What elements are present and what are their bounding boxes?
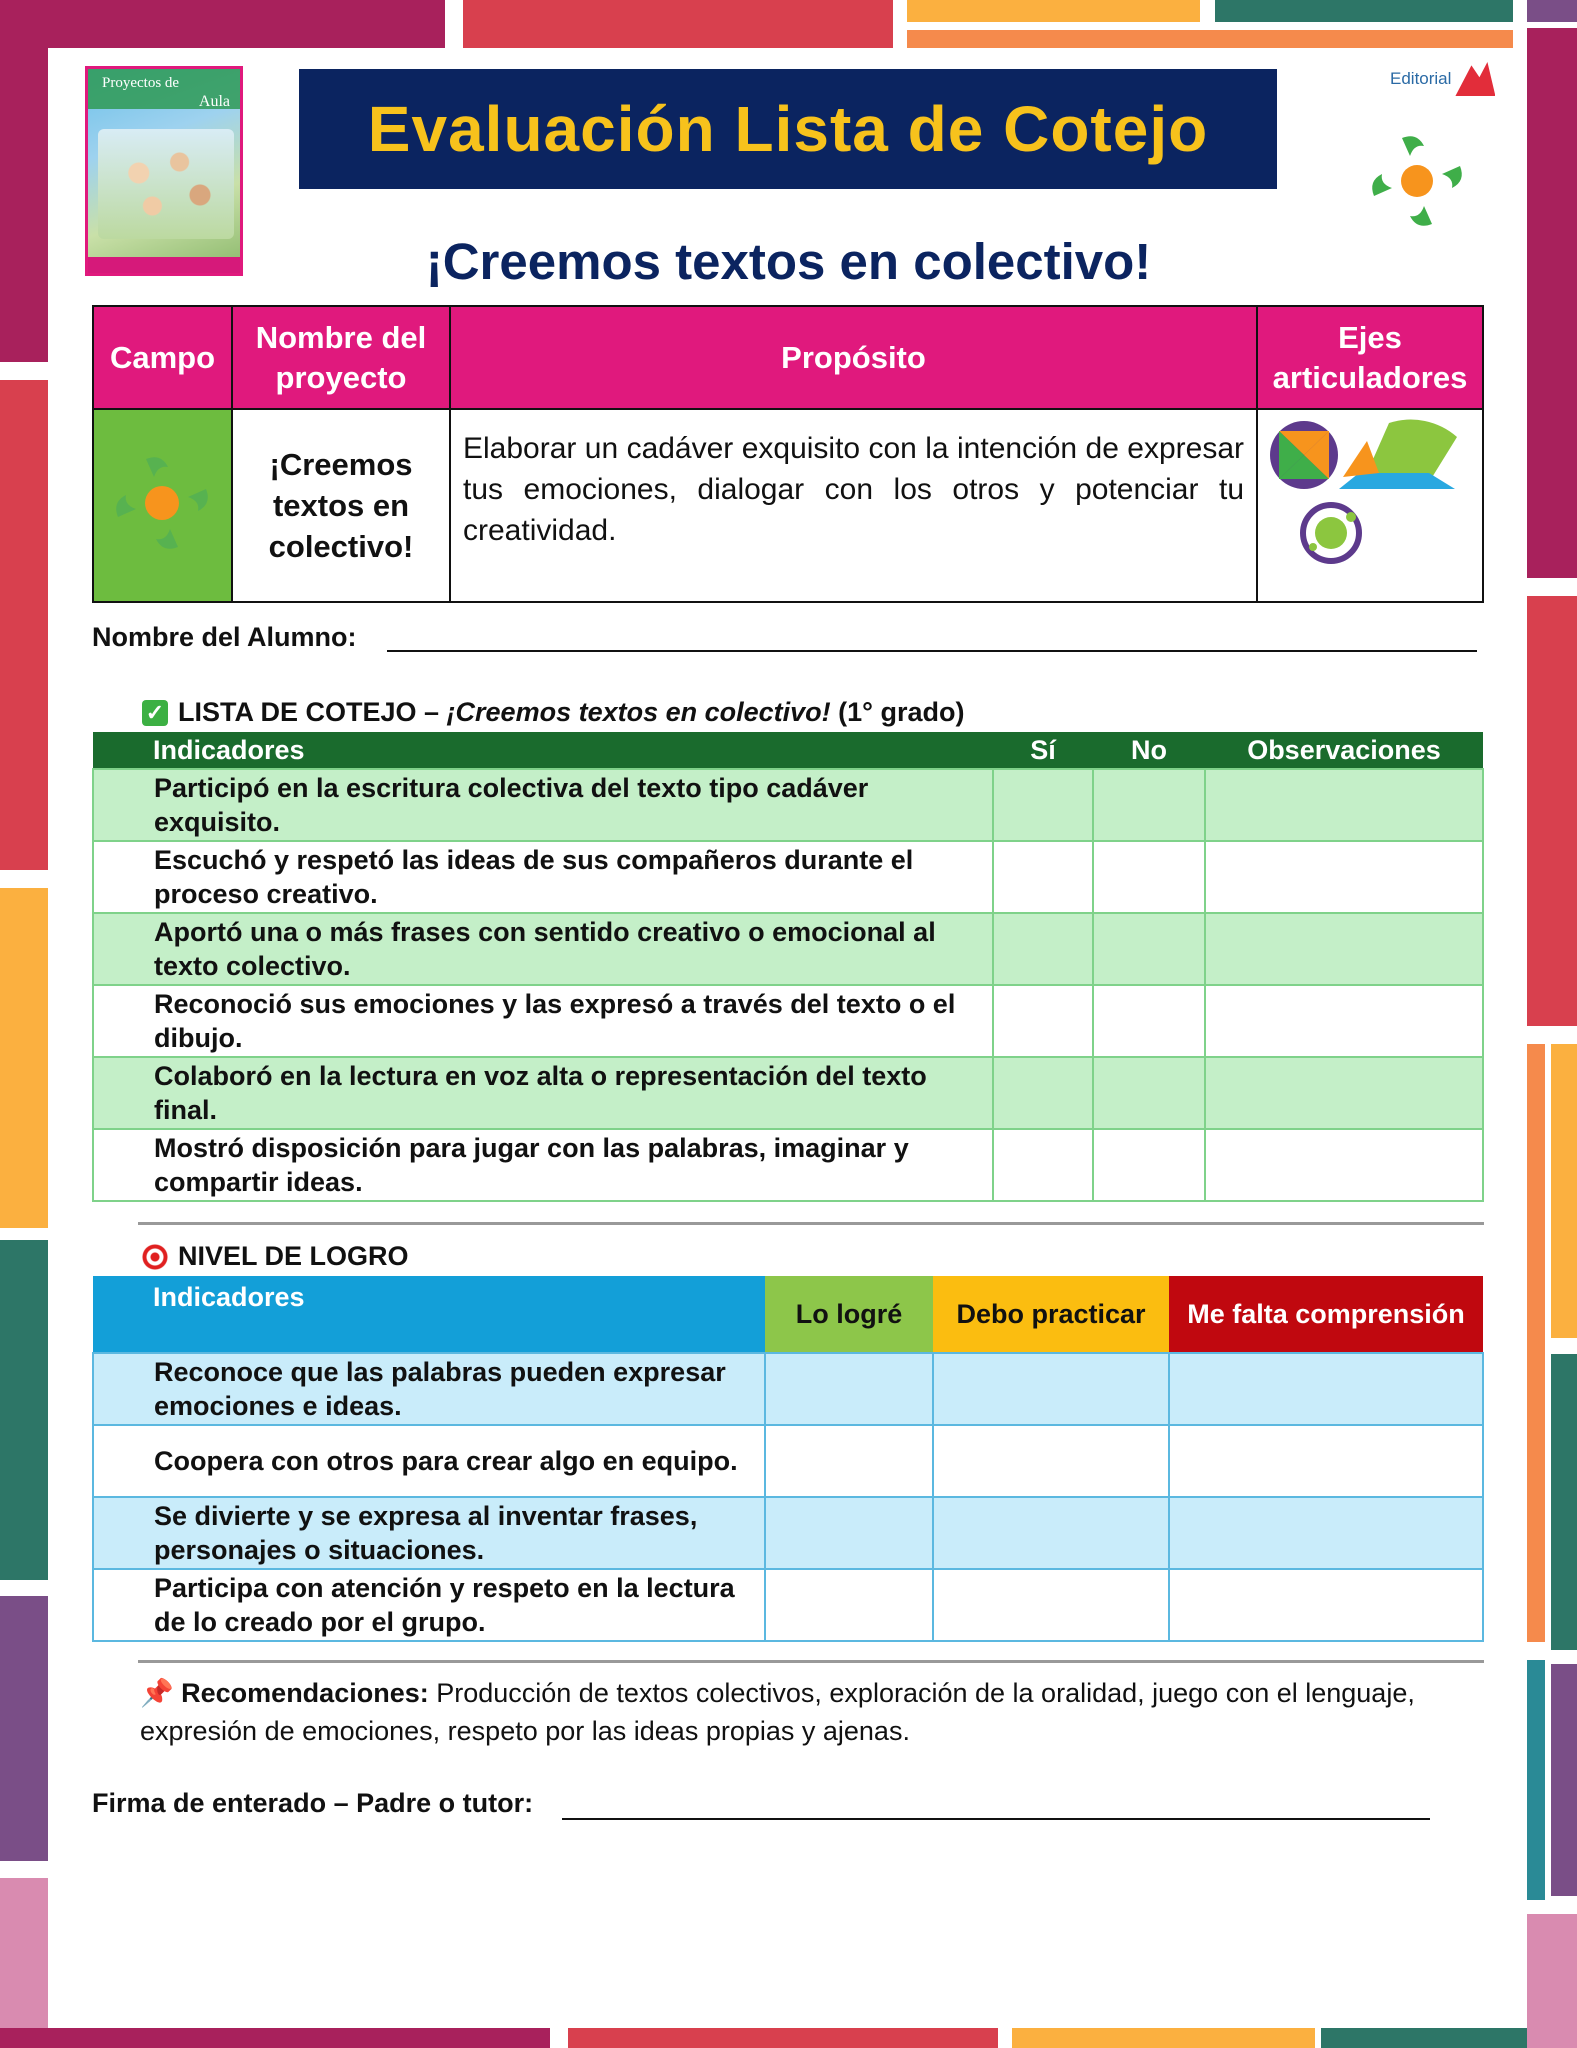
table-row bbox=[93, 841, 1483, 913]
cover-subtitle: Aula bbox=[198, 93, 230, 110]
si-cell[interactable] bbox=[993, 913, 1093, 985]
observaciones-cell[interactable] bbox=[1205, 769, 1483, 841]
si-cell[interactable] bbox=[993, 985, 1093, 1057]
indicator-text: Aportó una o más frases con sentido creativo o emocional al texto colectivo. bbox=[93, 913, 993, 985]
table-row bbox=[93, 913, 1483, 985]
me-falta-cell[interactable] bbox=[1169, 1353, 1483, 1425]
student-name-label: Nombre del Alumno: bbox=[92, 622, 357, 652]
indicator-text: Reconoció sus emociones y las expresó a través del texto o el dibujo. bbox=[93, 985, 993, 1057]
recommendations bbox=[140, 1674, 1490, 1750]
indicator-text: Participa con atención y respeto en la lectura de lo creado por el grupo. bbox=[93, 1569, 765, 1641]
achievement-header-lo-logre: Lo logré bbox=[765, 1276, 933, 1353]
pin-icon: 📌 bbox=[140, 1678, 174, 1708]
campo-cell bbox=[93, 409, 232, 602]
debo-practicar-cell[interactable] bbox=[933, 1353, 1169, 1425]
lo-logre-cell[interactable] bbox=[765, 1353, 933, 1425]
checklist-header-no: No bbox=[1093, 732, 1205, 769]
lo-logre-cell[interactable] bbox=[765, 1497, 933, 1569]
recommendations-text: Producción de textos colectivos, exploración de la oralidad, juego con el lenguaje, expresión de emociones, respeto por las ideas propias y ajenas. bbox=[140, 1678, 1415, 1746]
table-row bbox=[93, 1569, 1483, 1641]
checklist-header-indicadores: Indicadores bbox=[93, 732, 993, 769]
indicator-text: Reconoce que las palabras pueden expresar emociones e ideas. bbox=[93, 1353, 765, 1425]
table-row bbox=[93, 1425, 1483, 1497]
no-cell[interactable] bbox=[1093, 1057, 1205, 1129]
checklist-table bbox=[92, 732, 1484, 1202]
divider bbox=[138, 1222, 1484, 1225]
table-row bbox=[93, 769, 1483, 841]
indicator-text: Coopera con otros para crear algo en equipo. bbox=[93, 1425, 765, 1497]
no-cell[interactable] bbox=[1093, 913, 1205, 985]
student-name-line[interactable] bbox=[387, 650, 1477, 652]
debo-practicar-cell[interactable] bbox=[933, 1569, 1169, 1641]
recommendations-label: Recomendaciones: bbox=[181, 1678, 429, 1708]
checklist-title bbox=[142, 697, 964, 728]
project-table bbox=[92, 305, 1484, 603]
project-name-cell: ¡Creemos textos en colectivo! bbox=[232, 409, 450, 602]
cover-title: Proyectos de bbox=[102, 75, 180, 91]
achievement-title-text: NIVEL DE LOGRO bbox=[178, 1241, 409, 1271]
signature-field bbox=[92, 1788, 533, 1819]
achievement-header-indicadores: Indicadores bbox=[93, 1276, 765, 1353]
observaciones-cell[interactable] bbox=[1205, 841, 1483, 913]
indicator-text: Mostró disposición para jugar con las palabras, imaginar y compartir ideas. bbox=[93, 1129, 993, 1201]
achievement-header-debo-practicar: Debo practicar bbox=[933, 1276, 1169, 1353]
checklist-header-si: Sí bbox=[993, 732, 1093, 769]
divider bbox=[138, 1660, 1484, 1663]
achievement-header-me-falta: Me falta comprensión bbox=[1169, 1276, 1483, 1353]
header-proposito: Propósito bbox=[450, 306, 1257, 409]
table-row bbox=[93, 985, 1483, 1057]
check-icon: ✓ bbox=[142, 700, 168, 726]
checklist-title-suffix: (1° grado) bbox=[830, 697, 965, 727]
lo-logre-cell[interactable] bbox=[765, 1425, 933, 1497]
debo-practicar-cell[interactable] bbox=[933, 1425, 1169, 1497]
checklist-title-prefix: LISTA DE COTEJO – bbox=[178, 697, 447, 727]
checklist-title-italic: ¡Creemos textos en colectivo! bbox=[446, 697, 831, 727]
purpose-cell: Elaborar un cadáver exquisito con la intención de expresar tus emociones, dialogar con los otros y potenciar tu creatividad. bbox=[450, 409, 1257, 602]
indicator-text: Colaboró en la lectura en voz alta o representación del texto final. bbox=[93, 1057, 993, 1129]
no-cell[interactable] bbox=[1093, 769, 1205, 841]
me-falta-cell[interactable] bbox=[1169, 1569, 1483, 1641]
header-nombre-proyecto: Nombre del proyecto bbox=[232, 306, 450, 409]
observaciones-cell[interactable] bbox=[1205, 1129, 1483, 1201]
ejes-cell bbox=[1257, 409, 1483, 602]
achievement-table bbox=[92, 1276, 1484, 1642]
indicator-text: Escuchó y respetó las ideas de sus compañeros durante el proceso creativo. bbox=[93, 841, 993, 913]
page-subtitle: ¡Creemos textos en colectivo! bbox=[425, 233, 1152, 290]
lo-logre-cell[interactable] bbox=[765, 1569, 933, 1641]
table-row bbox=[93, 1129, 1483, 1201]
header-campo: Campo bbox=[93, 306, 232, 409]
publisher-logo-mark bbox=[1455, 62, 1495, 96]
si-cell[interactable] bbox=[993, 1129, 1093, 1201]
ejes-articuladores-icons bbox=[1259, 417, 1481, 590]
me-falta-cell[interactable] bbox=[1169, 1497, 1483, 1569]
indicator-text: Se divierte y se expresa al inventar frases, personajes o situaciones. bbox=[93, 1497, 765, 1569]
si-cell[interactable] bbox=[993, 841, 1093, 913]
header-ejes: Ejes articuladores bbox=[1257, 306, 1483, 409]
cover-illustration bbox=[98, 129, 234, 239]
title-banner bbox=[299, 69, 1277, 189]
no-cell[interactable] bbox=[1093, 985, 1205, 1057]
achievement-title bbox=[142, 1241, 409, 1272]
me-falta-cell[interactable] bbox=[1169, 1425, 1483, 1497]
table-row bbox=[93, 1497, 1483, 1569]
publisher-logo bbox=[1390, 62, 1495, 96]
observaciones-cell[interactable] bbox=[1205, 985, 1483, 1057]
signature-label: Firma de enterado – Padre o tutor: bbox=[92, 1788, 534, 1818]
publisher-name: Editorial bbox=[1390, 69, 1452, 88]
observaciones-cell[interactable] bbox=[1205, 913, 1483, 985]
no-cell[interactable] bbox=[1093, 1129, 1205, 1201]
table-row bbox=[93, 1057, 1483, 1129]
page-title: Evaluación Lista de Cotejo bbox=[367, 93, 1209, 165]
campo-logo-icon bbox=[1362, 126, 1472, 236]
table-row bbox=[93, 1353, 1483, 1425]
student-name-field bbox=[92, 622, 357, 653]
target-icon bbox=[142, 1244, 168, 1270]
checklist-header-observaciones: Observaciones bbox=[1205, 732, 1483, 769]
no-cell[interactable] bbox=[1093, 841, 1205, 913]
indicator-text: Participó en la escritura colectiva del texto tipo cadáver exquisito. bbox=[93, 769, 993, 841]
debo-practicar-cell[interactable] bbox=[933, 1497, 1169, 1569]
signature-line[interactable] bbox=[562, 1818, 1430, 1820]
observaciones-cell[interactable] bbox=[1205, 1057, 1483, 1129]
si-cell[interactable] bbox=[993, 769, 1093, 841]
campo-flower-icon bbox=[94, 417, 231, 590]
si-cell[interactable] bbox=[993, 1057, 1093, 1129]
